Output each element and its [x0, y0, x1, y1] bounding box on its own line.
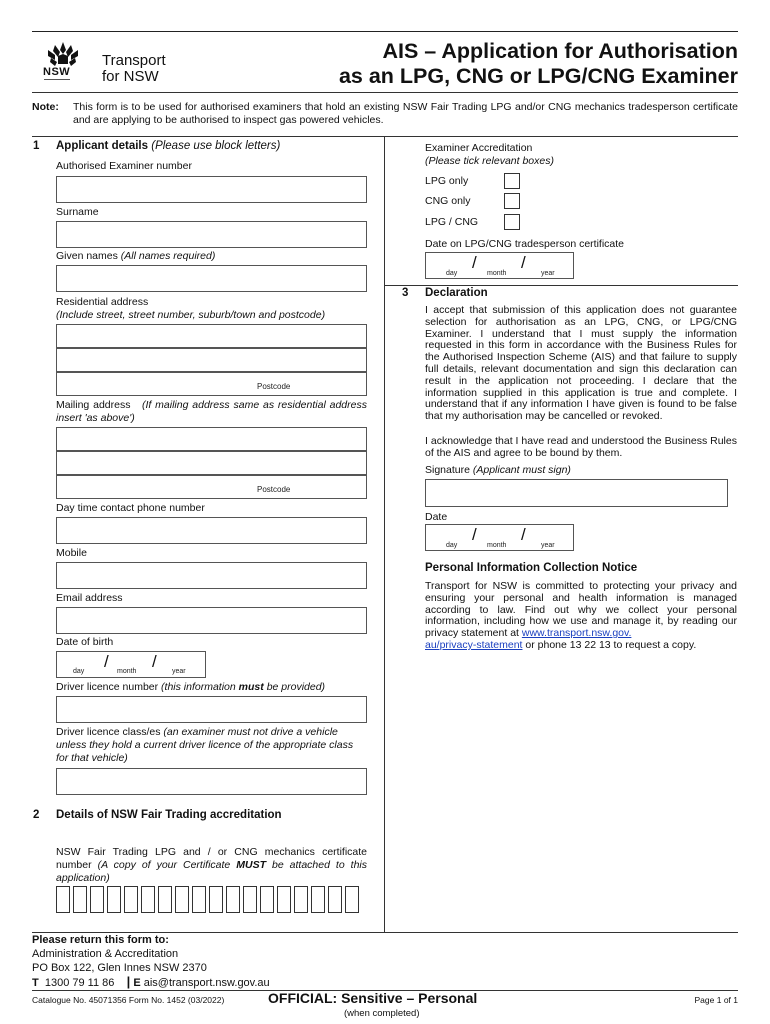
surname-input[interactable]	[56, 221, 367, 248]
certificate-digit[interactable]	[73, 886, 87, 913]
section-2-number: 2	[33, 809, 40, 821]
certificate-digit[interactable]	[260, 886, 274, 913]
contact-separator: |	[126, 974, 131, 989]
certificate-digit[interactable]	[209, 886, 223, 913]
return-email: ais@transport.nsw.gov.au	[143, 977, 270, 989]
cert-date-slash-1: /	[472, 253, 477, 272]
phone-label: Day time contact phone number	[56, 502, 205, 514]
decl-date-day: day	[446, 542, 458, 549]
section-3-title: Declaration	[425, 287, 488, 299]
decl-date-slash-1: /	[472, 525, 477, 544]
title-line-2: as an LPG, CNG or LPG/CNG Examiner	[338, 64, 738, 88]
security-classification: OFFICIAL: Sensitive – Personal	[268, 990, 478, 1006]
given-names-input[interactable]	[56, 265, 367, 292]
page-number: Page 1 of 1	[694, 995, 738, 1005]
decl-date-slash-2: /	[521, 525, 526, 544]
note-rule	[32, 136, 738, 137]
given-names-hint: (All names required)	[120, 250, 216, 262]
licence-number-label	[56, 681, 325, 694]
licence-number-text: Driver licence number	[56, 681, 159, 693]
catalogue-number: Catalogue No. 45071356 Form No. 1452 (03/2022)	[32, 995, 225, 1005]
accreditation-hint	[425, 155, 554, 168]
title-line-1: AIS – Application for Authorisation	[382, 39, 738, 63]
certificate-digit[interactable]	[277, 886, 291, 913]
declaration-paragraph-2: I acknowledge that I have read and understood the Business Rules of the AIS and agree to be bound by them.	[425, 435, 737, 459]
certificate-digit[interactable]	[328, 886, 342, 913]
top-rule	[32, 31, 738, 32]
licence-number-input[interactable]	[56, 696, 367, 723]
classification-note: (when completed)	[344, 1008, 420, 1019]
phone-input[interactable]	[56, 517, 367, 544]
examiner-number-label: Authorised Examiner number	[56, 160, 192, 172]
residential-hint	[56, 309, 325, 322]
certificate-hint-b: MUST	[236, 859, 266, 871]
privacy-body: Transport for NSW is committed to protecting your privacy and ensuring your personal and health information is managed according to law. Find out why we collect your personal information, including how we use and manage it, by reading our privacy statement at	[425, 580, 737, 640]
licence-class-input[interactable]	[56, 768, 367, 795]
certificate-digit[interactable]	[141, 886, 155, 913]
logo-wordmark	[102, 53, 166, 85]
certificate-digit[interactable]	[243, 886, 257, 913]
declaration-paragraph-1: I accept that submission of this application does not guarantee selection for authorisation as an LPG, CNG, or LPG/CNG Examiner. I understand that I must supply the information requested in this form in accordance with the Business Rules for the Authorised Inspection Scheme (AIS) and that failure to supply full details, relevant documentation and sign this declaration can result in the application not proceeding. I declare that the information supplied in this application is true and complete. I understand that if any information I have given is found to be false that my authorisation may be cancelled or revoked.	[425, 304, 737, 423]
section-3-rule	[385, 285, 738, 286]
option-lpg-label: LPG only	[425, 175, 469, 187]
phone-prefix: T	[32, 977, 39, 989]
dob-slash-1: /	[104, 652, 109, 671]
dob-label: Date of birth	[56, 636, 114, 648]
mailing-postcode-label: Postcode	[257, 485, 291, 494]
email-input[interactable]	[56, 607, 367, 634]
note-text: This form is to be used for authorised examiners that hold an existing NSW Fair Trading LPG and/or CNG mechanics tradesperson certificate and are applying to be authorised to inspect gas powered vehicles.	[73, 101, 738, 126]
certificate-digit[interactable]	[345, 886, 359, 913]
certificate-hint-c: be attached to this application)	[56, 859, 367, 884]
certificate-digit[interactable]	[124, 886, 138, 913]
mailing-line-2[interactable]	[56, 451, 367, 475]
logo-underline	[44, 79, 70, 80]
return-line-2: PO Box 122, Glen Innes NSW 2370	[32, 962, 207, 974]
signature-input[interactable]	[425, 479, 728, 507]
privacy-body-end: or phone 13 22 13 to request a copy.	[522, 638, 697, 651]
header-rule	[32, 92, 738, 93]
licence-number-hint-c: be provided)	[266, 681, 326, 693]
option-cng-label: CNG only	[425, 195, 471, 207]
privacy-text	[425, 581, 737, 652]
certificate-date-label: Date on LPG/CNG tradesperson certificate	[425, 238, 625, 250]
dob-day-label: day	[73, 668, 85, 675]
licence-class-text: Driver licence class/es	[56, 726, 161, 738]
option-cng-checkbox[interactable]	[504, 193, 520, 209]
signature-hint: (Applicant must sign)	[472, 464, 571, 476]
section-1-number: 1	[33, 140, 40, 152]
mailing-label	[56, 399, 367, 425]
examiner-number-input[interactable]	[56, 176, 367, 203]
given-names-text: Given names	[56, 250, 118, 262]
certificate-label	[56, 846, 367, 885]
cert-date-day: day	[446, 270, 458, 277]
option-lpg-cng-label: LPG / CNG	[425, 216, 479, 228]
dob-month-label: month	[117, 668, 137, 675]
section-2-title: Details of NSW Fair Trading accreditation	[56, 809, 282, 821]
certificate-hint-a: (A copy of your Certificate	[97, 859, 231, 871]
option-lpg-cng-checkbox[interactable]	[504, 214, 520, 230]
return-phone: 1300 79 11 86	[44, 977, 115, 989]
certificate-digit[interactable]	[107, 886, 121, 913]
mobile-input[interactable]	[56, 562, 367, 589]
mailing-postcode-row[interactable]	[56, 475, 367, 499]
option-lpg-checkbox[interactable]	[504, 173, 520, 189]
residential-postcode-label: Postcode	[257, 382, 291, 391]
residential-line-2[interactable]	[56, 348, 367, 372]
residential-label: Residential address	[56, 296, 149, 308]
certificate-digit[interactable]	[226, 886, 240, 913]
licence-number-hint-a: (this information	[161, 681, 236, 693]
cert-date-slash-2: /	[521, 253, 526, 272]
privacy-link-part-2[interactable]: au/privacy-statement	[425, 638, 523, 651]
residential-postcode-row[interactable]	[56, 372, 367, 396]
section-3-number: 3	[402, 287, 409, 299]
logo-line-2: for NSW	[102, 68, 159, 85]
licence-class-label	[56, 726, 367, 765]
return-contact	[32, 975, 270, 990]
mobile-label: Mobile	[56, 547, 87, 559]
section-1-hint: (Please use block letters)	[151, 140, 281, 152]
mailing-text: Mailing address	[56, 399, 131, 411]
logo-line-1: Transport	[102, 52, 166, 69]
surname-label: Surname	[56, 206, 99, 218]
certificate-digit[interactable]	[90, 886, 104, 913]
certificate-digit[interactable]	[311, 886, 325, 913]
return-line-1: Administration & Accreditation	[32, 948, 179, 960]
page-title	[339, 39, 738, 89]
logo-brand: NSW	[43, 66, 71, 78]
mailing-line-1[interactable]	[56, 427, 367, 451]
declaration-date-label: Date	[425, 511, 448, 523]
signature-label	[425, 464, 571, 477]
decl-date-month: month	[487, 542, 507, 549]
cert-date-month: month	[487, 270, 507, 277]
certificate-text: NSW Fair Trading LPG and / or CNG mechanics certificate number	[56, 846, 367, 871]
section-1-title: Applicant details	[56, 140, 149, 152]
decl-date-year: year	[541, 542, 555, 549]
privacy-title: Personal Information Collection Notice	[425, 562, 638, 574]
section-1-heading	[56, 140, 280, 152]
note-label: Note:	[32, 101, 59, 113]
accreditation-title: Examiner Accreditation	[425, 142, 533, 154]
licence-number-hint-b: must	[238, 681, 264, 693]
cert-date-year: year	[541, 270, 555, 277]
given-names-label	[56, 250, 215, 263]
return-heading: Please return this form to:	[32, 934, 169, 946]
column-divider	[384, 137, 385, 932]
licence-class-hint: (an examiner must not drive a vehicle unless they hold a current driver licence of the appropriate class for that vehicle)	[56, 726, 354, 764]
return-address	[32, 933, 270, 990]
privacy-link-part-1[interactable]: www.transport.nsw.gov.	[521, 627, 632, 640]
mailing-hint: (If mailing address same as residential address insert 'as above')	[56, 399, 367, 424]
email-label: Email address	[56, 592, 123, 604]
certificate-digit[interactable]	[56, 886, 70, 913]
certificate-digit-boxes	[56, 886, 359, 913]
certificate-digit[interactable]	[175, 886, 189, 913]
dob-slash-2: /	[152, 652, 157, 671]
certificate-digit[interactable]	[192, 886, 206, 913]
residential-line-1[interactable]	[56, 324, 367, 348]
certificate-digit[interactable]	[158, 886, 172, 913]
residential-hint-text: (Include street, street number, suburb/town and postcode)	[56, 309, 326, 321]
certificate-digit[interactable]	[294, 886, 308, 913]
dob-year-label: year	[172, 668, 186, 675]
email-prefix: E	[133, 977, 141, 989]
signature-text: Signature	[425, 464, 470, 476]
accreditation-hint-text: (Please tick relevant boxes)	[425, 155, 554, 167]
